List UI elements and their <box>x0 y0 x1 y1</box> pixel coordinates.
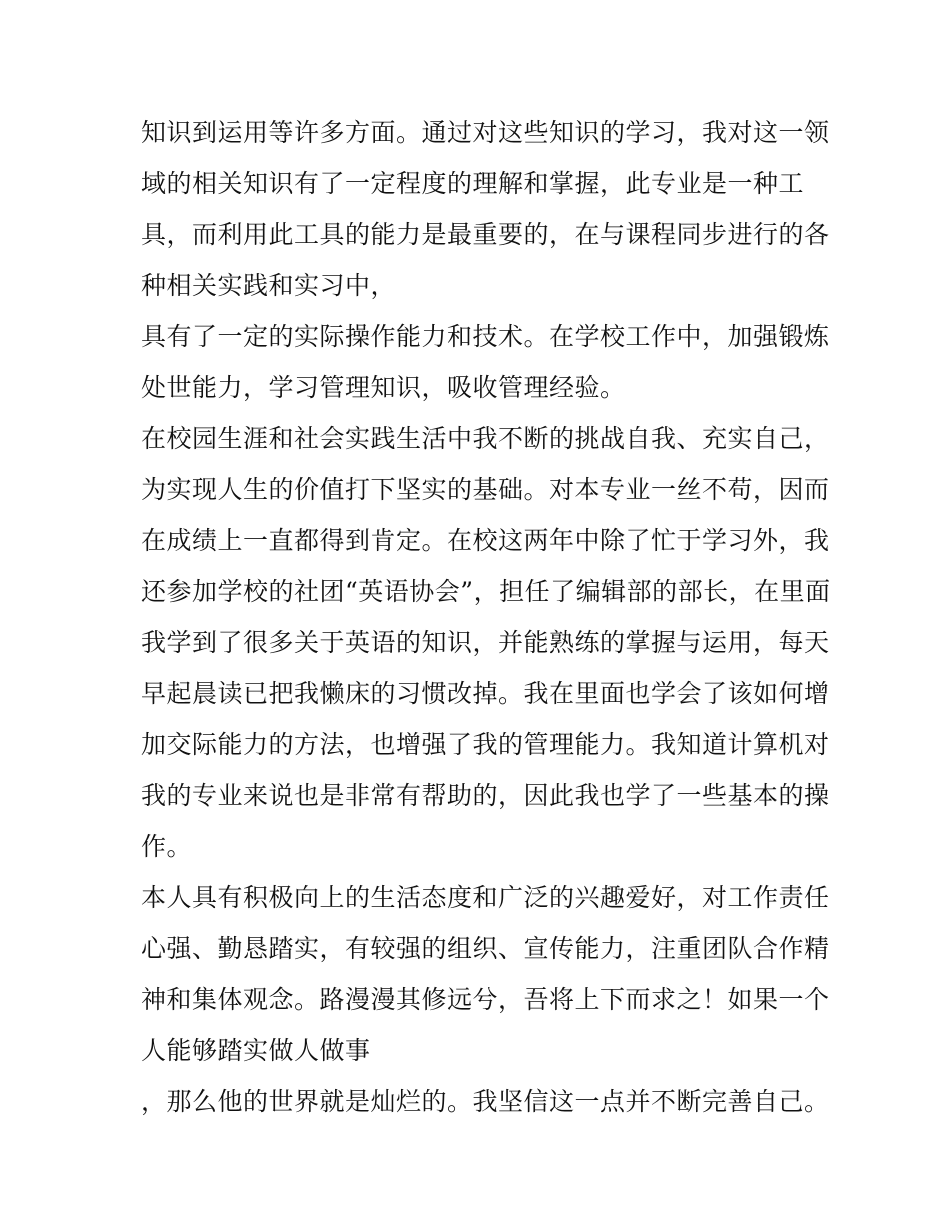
text-line-16: 本人具有积极向上的生活态度和广泛的兴趣爱好，对工作责任 <box>141 883 830 912</box>
text-line-19: 人能够踏实做人做事 <box>141 1036 371 1065</box>
text-line-2: 域的相关知识有了一定程度的理解和掌握，此专业是一种工 <box>141 169 805 198</box>
text-line-14: 我的专业来说也是非常有帮助的，因此我也学了一些基本的操 <box>141 781 830 810</box>
text-line-6: 处世能力，学习管理知识，吸收管理经验。 <box>141 373 626 402</box>
text-line-18: 神和集体观念。路漫漫其修远兮，吾将上下而求之！如果一个 <box>141 985 830 1014</box>
text-line-7: 在校园生涯和社会实践生活中我不断的挑战自我、充实自己， <box>141 424 830 453</box>
text-line-20: ，那么他的世界就是灿烂的。我坚信这一点并不断完善自己。 <box>141 1087 830 1116</box>
text-line-5: 具有了一定的实际操作能力和技术。在学校工作中，加强锻炼 <box>141 322 830 351</box>
text-line-15: 作。 <box>141 832 193 861</box>
text-line-3: 具，而利用此工具的能力是最重要的，在与课程同步进行的各 <box>141 220 830 249</box>
body-text <box>141 107 831 1127</box>
text-line-1: 知识到运用等许多方面。通过对这些知识的学习，我对这一领 <box>141 118 830 147</box>
text-line-10: 还参加学校的社团“英语协会”，担任了编辑部的部长，在里面 <box>141 577 831 606</box>
text-line-8: 为实现人生的价值打下坚实的基础。对本专业一丝不苟，因而 <box>141 475 830 504</box>
text-line-17: 心强、勤恳踏实，有较强的组织、宣传能力，注重团队合作精 <box>141 934 830 963</box>
text-line-9: 在成绩上一直都得到肯定。在校这两年中除了忙于学习外，我 <box>141 526 830 555</box>
text-line-13: 加交际能力的方法，也增强了我的管理能力。我知道计算机对 <box>141 730 830 759</box>
text-line-12: 早起晨读已把我懒床的习惯改掉。我在里面也学会了该如何增 <box>141 679 830 708</box>
text-line-11: 我学到了很多关于英语的知识，并能熟练的掌握与运用，每天 <box>141 628 830 657</box>
text-line-4: 种相关实践和实习中， <box>141 271 397 300</box>
